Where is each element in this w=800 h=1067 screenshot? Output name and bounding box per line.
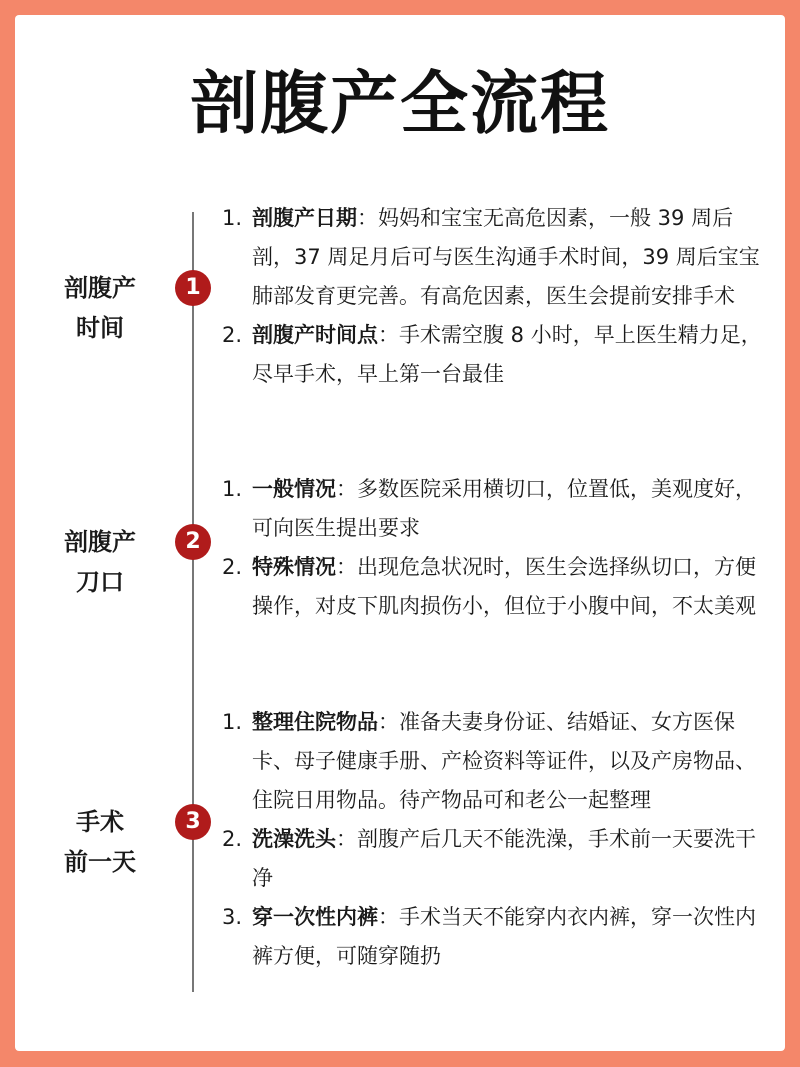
item-number: 2. — [222, 827, 243, 851]
step-badge: 2 — [175, 524, 211, 560]
item-number: 2. — [222, 555, 243, 579]
list-item — [222, 548, 762, 626]
label-line: 时间 — [76, 314, 124, 342]
item-heading: 特殊情况 — [252, 555, 336, 579]
label-line: 剖腹产 — [64, 274, 136, 302]
list-item — [222, 703, 762, 820]
label-line: 手术 — [76, 808, 124, 836]
timeline-line — [192, 212, 194, 992]
section-label — [40, 268, 160, 348]
item-body: ：出现危急状况时，医生会选择纵切口，方便操作，对皮下肌肉损伤小，但位于小腹中间，不太美观 — [252, 555, 756, 618]
section-label — [40, 802, 160, 882]
item-heading: 剖腹产日期 — [252, 206, 357, 230]
item-heading: 一般情况 — [252, 477, 336, 501]
item-heading: 穿一次性内裤 — [252, 905, 378, 929]
item-number: 1. — [222, 710, 243, 734]
step-badge: 1 — [175, 270, 211, 306]
item-body: ：妈妈和宝宝无高危因素，一般 39 周后剖，37 周足月后可与医生沟通手术时间，39 周后宝宝肺部发育更完善。有高危因素，医生会提前安排手术 — [252, 206, 760, 308]
label-line: 剖腹产 — [64, 528, 136, 556]
label-line: 刀口 — [76, 568, 124, 596]
list-item — [222, 470, 762, 548]
list-item — [222, 898, 762, 976]
item-heading: 整理住院物品 — [252, 710, 378, 734]
item-number: 1. — [222, 477, 243, 501]
item-heading: 洗澡洗头 — [252, 827, 336, 851]
item-body: ：准备夫妻身份证、结婚证、女方医保卡、母子健康手册、产检资料等证件，以及产房物品、住院日用物品。待产物品可和老公一起整理 — [252, 710, 756, 812]
item-number: 2. — [222, 323, 243, 347]
list-item — [222, 199, 762, 316]
item-body: ：剖腹产后几天不能洗澡，手术前一天要洗干净 — [252, 827, 756, 890]
item-body: ：手术当天不能穿内衣内裤，穿一次性内裤方便，可随穿随扔 — [252, 905, 756, 968]
item-number: 3. — [222, 905, 243, 929]
list-item — [222, 820, 762, 898]
item-body: ：手术需空腹 8 小时，早上医生精力足，尽早手术，早上第一台最佳 — [252, 323, 762, 386]
page-title: 剖腹产全流程 — [189, 65, 610, 144]
label-line: 前一天 — [64, 848, 136, 876]
item-body: ：多数医院采用横切口，位置低，美观度好，可向医生提出要求 — [252, 477, 756, 540]
step-badge: 3 — [175, 804, 211, 840]
item-number: 1. — [222, 206, 243, 230]
section-label — [40, 522, 160, 602]
list-item — [222, 316, 762, 394]
item-heading: 剖腹产时间点 — [252, 323, 378, 347]
